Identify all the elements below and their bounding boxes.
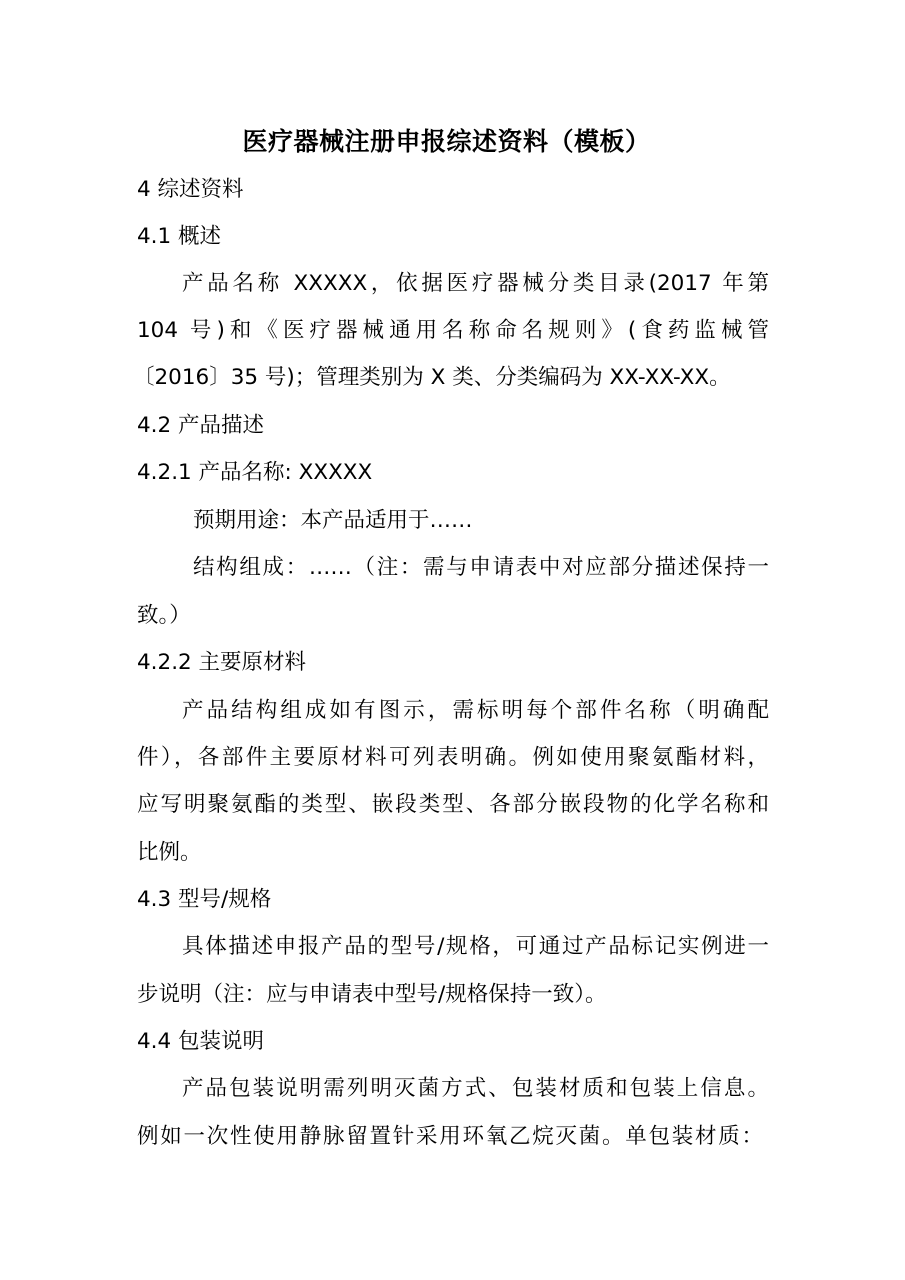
heading-4-4: 4.4 包装说明	[137, 1029, 265, 1054]
document-title: 医疗器械注册申报综述资料（模板）	[242, 127, 651, 156]
heading-4-1: 4.1 概述	[137, 224, 222, 249]
materials-paragraph-line-1: 产品结构组成如有图示，需标明每个部件名称（明确配	[182, 698, 769, 723]
overview-paragraph-line-3: 〔2016〕35 号)；管理类别为 X 类、分类编码为 XX-XX-XX。	[133, 365, 731, 390]
model-paragraph-line-2: 步说明（注：应与申请表中型号/规格保持一致）。	[137, 982, 607, 1007]
heading-4-2: 4.2 产品描述	[137, 413, 265, 438]
materials-paragraph-line-3: 应写明聚氨酯的类型、嵌段类型、各部分嵌段物的化学名称和	[137, 792, 769, 817]
materials-paragraph-line-2: 件），各部件主要原材料可列表明确。例如使用聚氨酯材料，	[137, 745, 769, 770]
structure-line-2: 致。）	[137, 603, 191, 628]
heading-4-3: 4.3 型号/规格	[137, 887, 272, 912]
materials-paragraph-line-4: 比例。	[137, 840, 202, 865]
heading-4-2-1: 4.2.1 产品名称: XXXXX	[137, 460, 373, 485]
heading-4: 4 综述资料	[137, 177, 244, 202]
structure-line-1: 结构组成：……（注：需与申请表中对应部分描述保持一	[193, 555, 769, 580]
overview-paragraph-line-2: 104 号)和《医疗器械通用名称命名规则》(食药监械管	[137, 318, 769, 343]
heading-4-2-2: 4.2.2 主要原材料	[137, 650, 307, 675]
overview-paragraph-line-1: 产品名称 XXXXX，依据医疗器械分类目录(2017 年第	[182, 271, 769, 296]
packaging-paragraph-line-1: 产品包装说明需列明灭菌方式、包装材质和包装上信息。	[182, 1076, 769, 1101]
packaging-paragraph-line-2: 例如一次性使用静脉留置针采用环氧乙烷灭菌。单包装材质：	[137, 1124, 763, 1149]
model-paragraph-line-1: 具体描述申报产品的型号/规格，可通过产品标记实例进一	[182, 934, 769, 959]
intended-use-line: 预期用途：本产品适用于……	[193, 508, 473, 533]
